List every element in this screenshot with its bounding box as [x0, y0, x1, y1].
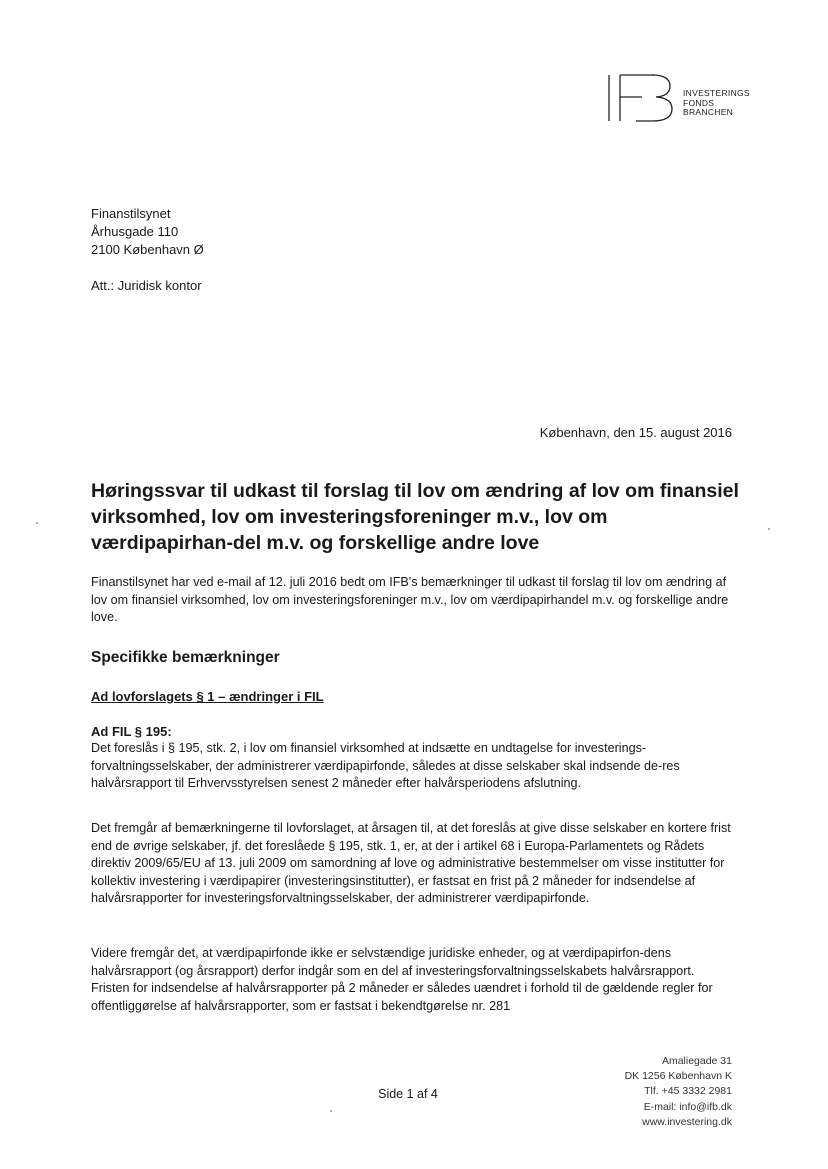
recipient-address — [91, 205, 204, 259]
logo-wordmark — [683, 89, 750, 118]
footer-phone: Tlf. +45 3332 2981 — [644, 1085, 732, 1098]
attention-line: Att.: Juridisk kontor — [91, 278, 202, 293]
page-number: Side 1 af 4 — [378, 1087, 438, 1101]
further-paragraph: Videre fremgår det, at værdipapirfonde ikke er selvstændige juridiske enheder, og at værdipapirfon-dens halvårsrapport (og årsrapport) derfor indgår som en del af investeringsforvaltningsselskabets halvårsrapport. Fristen for indsendelse af halvårsrapporter på 2 måneder er således uændret i forhold til de gældende regler for offentliggørelse af halvårsrapporter, som er fastsat i bekendtgørelse nr. 281 — [91, 946, 713, 1013]
logo-line: BRANCHEN — [683, 107, 734, 117]
intro-paragraph: Finanstilsynet har ved e-mail af 12. juli 2016 bedt om IFB's bemærkninger til udkast til forslag til lov om ændring af lov om finansiel virksomhed, lov om investeringsforeninger m.v., lov om værdipapirhandel m.v. og forskellige andre love. — [91, 575, 729, 625]
reason-paragraph: Det fremgår af bemærkningerne til lovforslaget, at årsagen til, at det foreslås at give disse selskaber en kortere frist end de øvrige selskaber, jf. det foreslåede § 195, stk. 1, er, at der i artikel 68 i Europa-Parlamentets og Rådets direktiv 2009/65/EU af 13. juli 2009 om samordning af love og administrative bestemmelser om visse institutter for kollektiv investering i værdipapirer (investeringsinstitutter), er fastsat en frist på 2 måneder for indsendelse af halvårsrapporter for investeringsforvaltningsselskaber, der administrerer værdipapirfonde. — [91, 821, 731, 906]
footer-contact — [560, 1054, 732, 1130]
footer-website: www.investering.dk — [642, 1115, 732, 1128]
logo-line: INVESTERINGS — [683, 88, 750, 98]
subsection-heading-fil-195: Ad FIL § 195: — [91, 724, 172, 739]
footer-address: Amaliegade 31 — [661, 1055, 732, 1067]
section-heading-specific: Specifikke bemærkninger — [91, 649, 280, 666]
subsection-heading-ad-section: Ad lovforslagets § 1 – ændringer i FIL — [91, 689, 324, 704]
fil-195-paragraph: Det foreslås i § 195, stk. 2, i lov om finansiel virksomhed at indsætte en undtagelse for investerings-forvaltningsselskaber, der administrerer værdipapirfonde, således at disse selskaber skal indsende de-res halvårsrapport til Erhvervsstyrelsen senest 2 måneder efter halvårsperiodens afslutning. — [91, 741, 680, 791]
footer-city: DK 1256 København K — [624, 1070, 732, 1083]
recipient-street: Århusgade 110 — [91, 224, 179, 239]
scan-speck — [36, 522, 38, 524]
recipient-name: Finanstilsynet — [91, 206, 171, 221]
ifb-logo — [606, 72, 756, 124]
logo-line: FONDS — [683, 97, 715, 108]
letter-date: København, den 15. august 2016 — [539, 425, 732, 440]
document-title: Høringssvar til udkast til forslag til lov om ændring af lov om finansiel virksomhed, lov om investeringsforeninger m.v., lov om værdipapirhan-del m.v. og forskellige andre love — [91, 480, 739, 554]
recipient-city: 2100 København Ø — [91, 242, 204, 257]
scan-speck — [768, 528, 770, 530]
ifb-logo-icon — [606, 72, 678, 124]
scan-speck — [330, 1110, 332, 1112]
footer-email: E-mail: info@ifb.dk — [643, 1100, 732, 1113]
